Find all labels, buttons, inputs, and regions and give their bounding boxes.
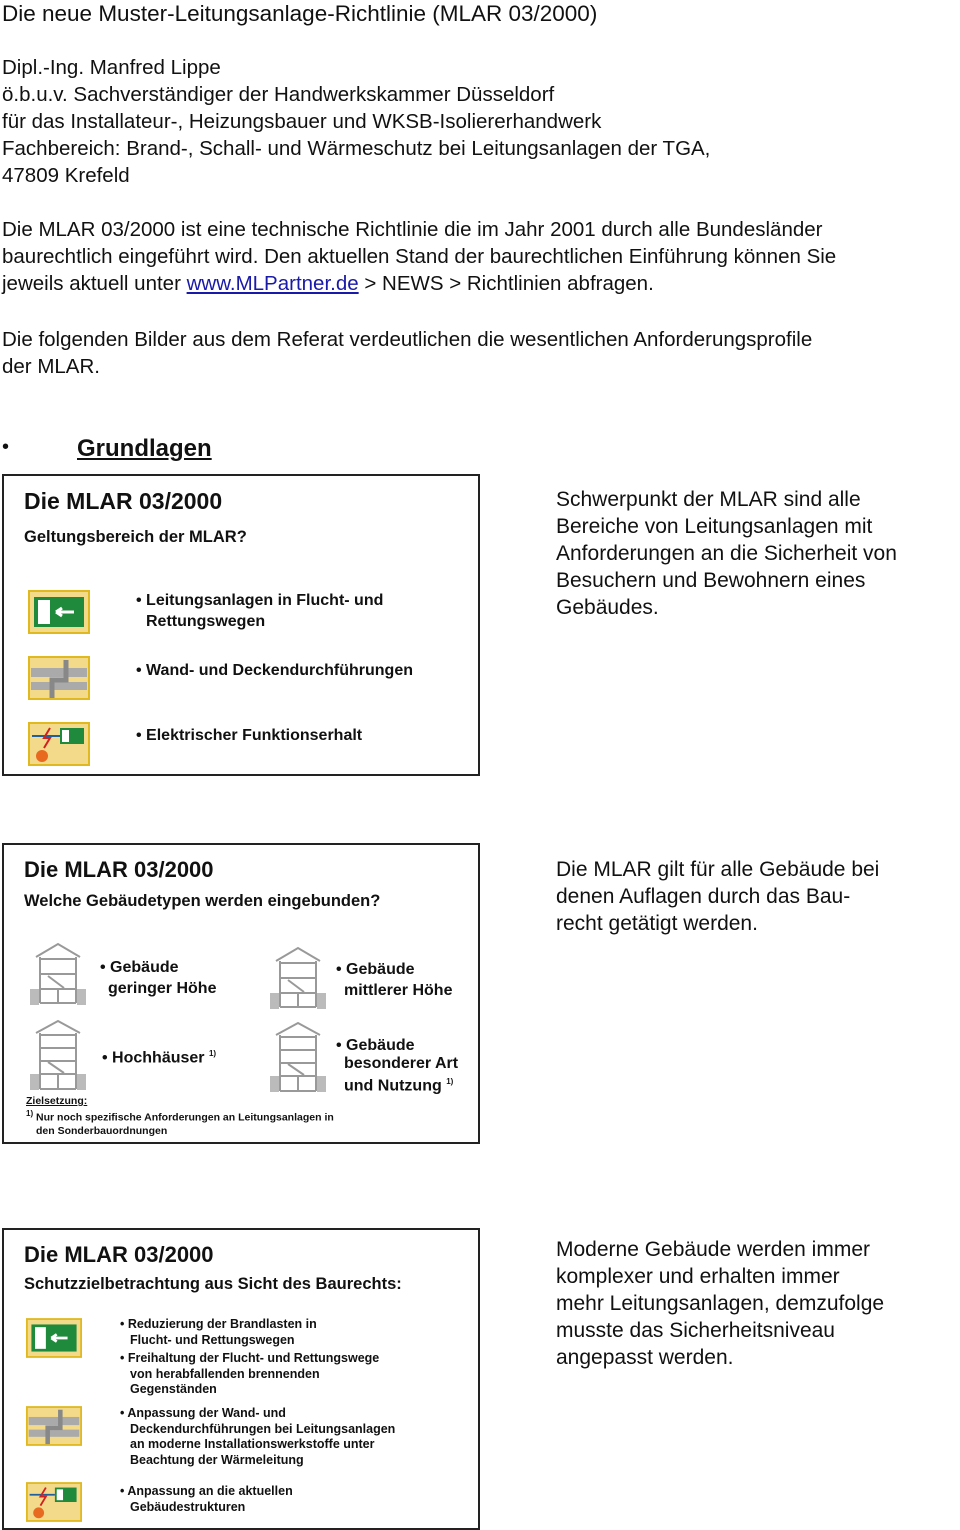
slide-title: Die MLAR 03/2000 xyxy=(24,857,214,882)
building-icon xyxy=(28,1019,88,1091)
list-item: • Gebäude mittlerer Höhe xyxy=(336,961,453,999)
intro-text: > NEWS > Richtlinien abfragen. xyxy=(358,272,654,295)
building-icon xyxy=(268,1021,328,1093)
slide-schutzziele xyxy=(2,1228,480,1530)
author-line: Fachbereich: Brand-, Schall- und Wärmeschutz bei Leitungsanlagen der TGA, xyxy=(2,137,711,160)
list-item: • Gebäude geringer Höhe xyxy=(100,959,217,997)
author-line: für das Installateur-, Heizungsbauer und WKSB-Isoliererhandwerk xyxy=(2,110,602,133)
slide-subtitle: Welche Gebäudetypen werden eingebunden? xyxy=(24,892,381,910)
intro-text: jeweils aktuell unter xyxy=(2,272,187,295)
building-icon xyxy=(268,945,328,1011)
building-icon xyxy=(28,941,88,1007)
bullet: • xyxy=(2,436,10,458)
wall-penetration-icon xyxy=(28,656,90,700)
slide-gebaeudetypen xyxy=(2,843,480,1144)
slide-subtitle: Geltungsbereich der MLAR? xyxy=(24,528,247,546)
slide2-commentary: Die MLAR gilt für alle Gebäude bei denen Auflagen durch das Bau- recht getätigt werden. xyxy=(556,858,880,935)
slide-subtitle: Schutzzielbetrachtung aus Sicht des Baurechts: xyxy=(24,1275,402,1293)
wall-penetration-icon xyxy=(26,1406,82,1446)
slide-title: Die MLAR 03/2000 xyxy=(24,488,223,514)
author-line: 47809 Krefeld xyxy=(2,164,130,187)
list-item: • Freihaltung der Flucht- und Rettungswege von herabfallenden brennenden Gegenständen xyxy=(120,1351,380,1396)
electrical-function-icon xyxy=(28,722,90,766)
intro2-line: der MLAR. xyxy=(2,355,100,378)
emergency-exit-icon xyxy=(28,590,90,634)
intro-line: baurechtlich eingeführt wird. Den aktuellen Stand der baurechtlichen Einführung können Sie xyxy=(2,245,837,268)
list-item: • Gebäude besonderer Art und Nutzung $^{1)}$ xyxy=(336,1037,459,1095)
mlpartner-link[interactable]: www.MLPartner.de xyxy=(186,272,359,295)
list-item: • Leitungsanlagen in Flucht- und Rettungswegen xyxy=(136,592,384,630)
footnote: $^{1)}$ Nur noch spezifische Anforderungen an Leitungsanlagen in den Sonderbauordnungen xyxy=(26,1109,334,1137)
intro-line: Die MLAR 03/2000 ist eine technische Richtlinie die im Jahr 2001 durch alle Bundesländer xyxy=(2,218,823,241)
intro-line xyxy=(2,270,654,297)
note-heading: Zielsetzung: xyxy=(26,1095,88,1107)
author-line: ö.b.u.v. Sachverständiger der Handwerkskammer Düsseldorf xyxy=(2,83,555,106)
electrical-function-icon xyxy=(26,1482,82,1522)
slide-geltungsbereich xyxy=(2,474,480,776)
section-heading: Grundlagen xyxy=(77,435,212,462)
list-item: • Elektrischer Funktionserhalt xyxy=(136,727,363,744)
list-item: • Wand- und Deckendurchführungen xyxy=(136,662,413,679)
list-item: • Anpassung der Wand- und Deckendurchführungen bei Leitungsanlagen an moderne Installationswerkstoffe unter Beachtung der Wärmeleitung xyxy=(120,1406,396,1467)
list-item: • Reduzierung der Brandlasten in Flucht- und Rettungswegen xyxy=(120,1317,317,1347)
list-item: • Hochhäuser $^{1)}$ xyxy=(102,1049,217,1067)
author-name: Dipl.-Ing. Manfred Lippe xyxy=(2,56,221,79)
emergency-exit-icon xyxy=(26,1318,82,1358)
slide1-commentary: Schwerpunkt der MLAR sind alle Bereiche von Leitungsanlagen mit Anforderungen an die Sicherheit von Besuchern und Bewohnern eines Gebäudes. xyxy=(556,488,897,619)
slide3-commentary: Moderne Gebäude werden immer komplexer und erhalten immer mehr Leitungsanlagen, demzufolge musste das Sicherheitsniveau angepasst werden. xyxy=(556,1238,885,1369)
intro2-line: Die folgenden Bilder aus dem Referat verdeutlichen die wesentlichen Anforderungsprofile xyxy=(2,328,813,351)
slide-title: Die MLAR 03/2000 xyxy=(24,1242,214,1267)
list-item: • Anpassung an die aktuellen Gebäudestrukturen xyxy=(120,1484,293,1514)
document-title: Die neue Muster-Leitungsanlage-Richtlinie (MLAR 03/2000) xyxy=(2,1,598,26)
